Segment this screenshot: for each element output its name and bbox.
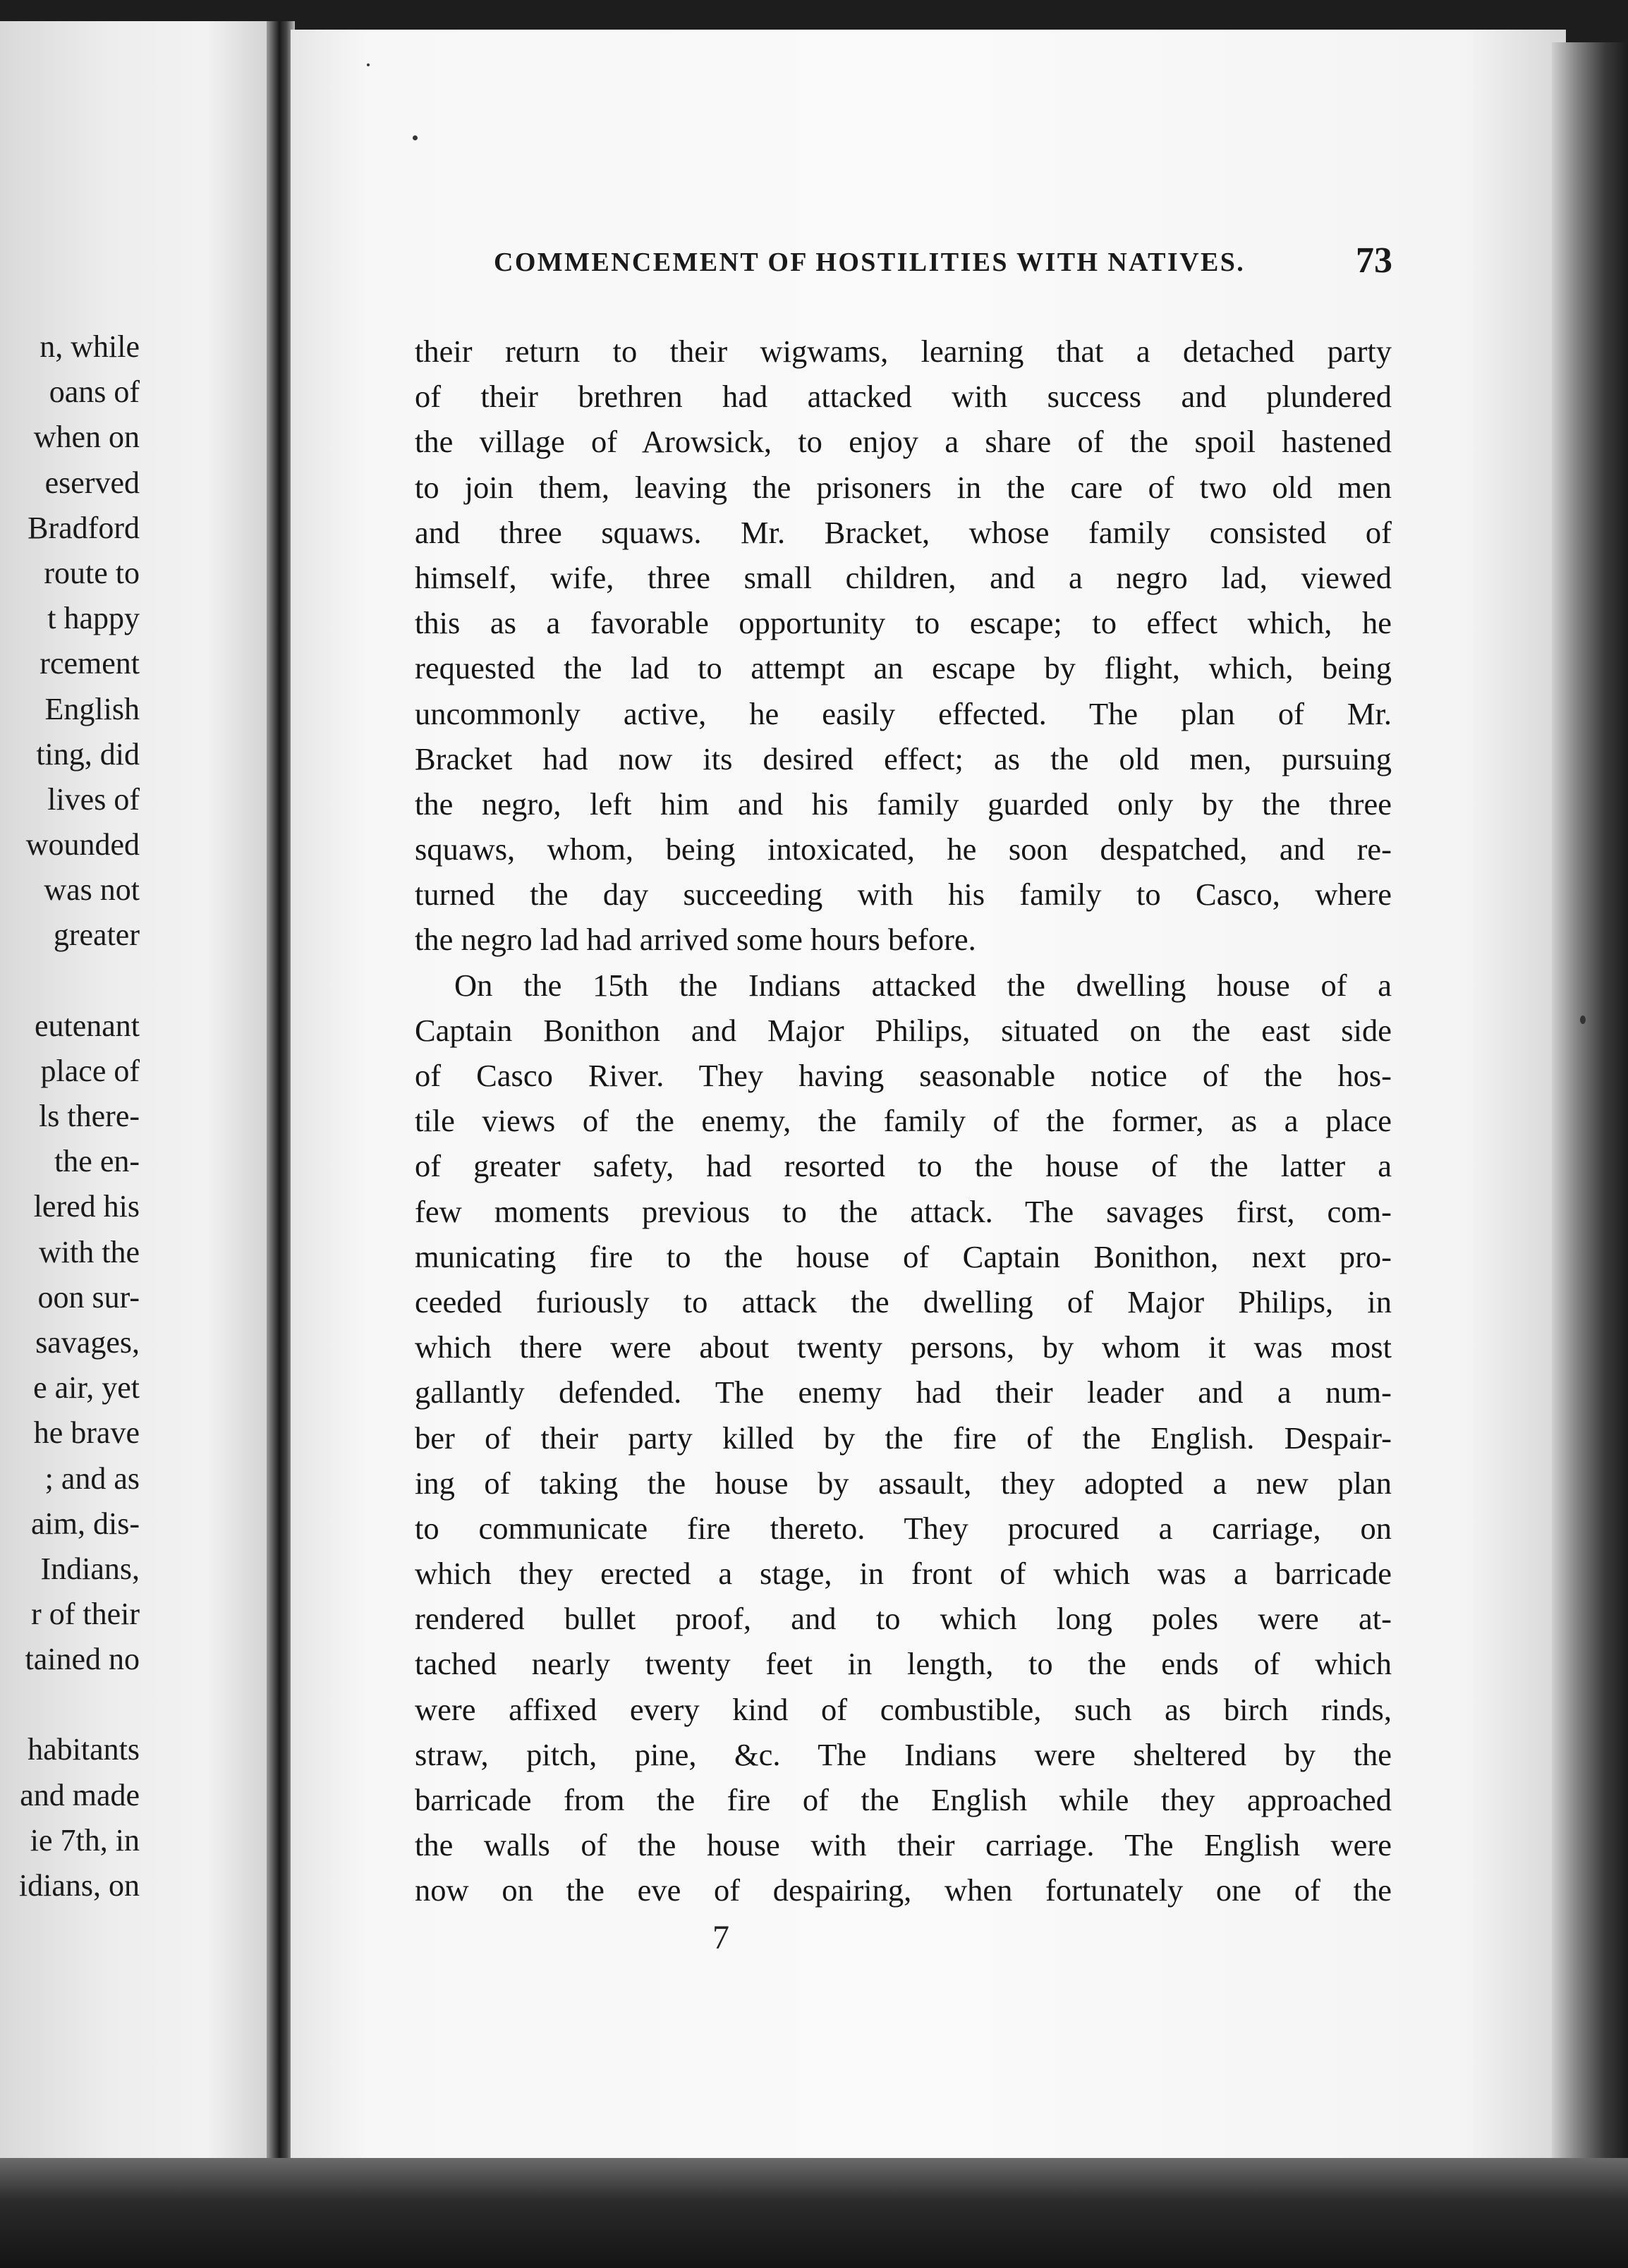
body-line: their return to their wigwams, learning that a detached party [415,334,1392,369]
left-page-line: greater [53,917,140,953]
left-page-line: he brave [33,1415,140,1451]
body-line: barricade from the fire of the English while they approached [415,1782,1392,1817]
left-page-line: eserved [44,465,140,500]
left-page-line [0,1682,274,1727]
body-line: of Casco River. They having seasonable notice of the hos- [415,1058,1392,1093]
body-line: himself, wife, three small children, and a negro lad, viewed [415,559,1392,595]
left-page-line: ting, did [36,736,140,772]
left-page-line: and made [20,1777,140,1812]
left-page-line: with the [39,1234,140,1269]
body-line: uncommonly active, he easily effected. The plan of Mr. [415,695,1392,731]
dust-speck [413,135,418,140]
signature-mark: 7 [712,1919,729,1956]
body-line: to communicate fire thereto. They procured a carriage, on [415,1510,1392,1546]
body-line: which there were about twenty persons, by whom it was most [415,1329,1392,1365]
left-page-line: lives of [47,781,140,817]
body-line: and three squaws. Mr. Bracket, whose family consisted of [415,514,1392,550]
body-line: Captain Bonithon and Major Philips, situated on the east side [415,1012,1392,1048]
body-line: were affixed every kind of combustible, such as birch rinds, [415,1691,1392,1727]
body-line: which they erected a stage, in front of which was a barricade [415,1556,1392,1592]
body-line: the negro, left him and his family guarded only by the three [415,786,1392,822]
left-page-line: rcement [40,646,140,681]
body-line: municating fire to the house of Captain Bonithon, next pro- [415,1238,1392,1274]
left-page-line: oon sur- [37,1279,140,1315]
left-page-line: n, while [40,329,140,364]
left-page-line: savages, [35,1324,140,1360]
left-page-line: Indians, [40,1551,140,1586]
body-line: On the 15th the Indians attacked the dwelling house of a [454,967,1392,1003]
left-page-line: ls there- [39,1099,140,1133]
left-page-line: aim, dis- [31,1506,140,1541]
body-line: rendered bullet proof, and to which long poles were at- [415,1601,1392,1637]
left-page-line: t happy [47,601,140,636]
left-page [0,21,275,2158]
body-line: squaws, whom, being intoxicated, he soon despatched, and re- [415,831,1392,867]
left-page-line: r of their [31,1597,140,1632]
left-page-line: ie 7th, in [30,1822,140,1858]
dust-speck [367,63,370,66]
body-line: the walls of the house with their carriage. The English were [415,1827,1392,1863]
left-page-line: route to [44,555,140,590]
left-page-line: tained no [25,1642,140,1677]
left-page-line: ; and as [44,1461,140,1496]
left-page-line: place of [40,1053,140,1088]
left-page-line: habitants [28,1732,140,1767]
body-line: to join them, leaving the prisoners in the care of two old men [415,469,1392,505]
body-line: requested the lad to attempt an escape by flight, which, being [415,650,1392,686]
left-page-line: when on [33,420,140,455]
page-number: 73 [1356,240,1392,281]
body-line: the negro lad had arrived some hours before. [415,922,976,958]
left-page-line: eutenant [34,1008,140,1043]
bottom-shadow [0,2158,1628,2268]
left-page-line: idians, on [18,1868,140,1903]
left-page-line: e air, yet [33,1370,140,1406]
left-page-line [0,958,274,1004]
left-page-line: lered his [33,1189,140,1224]
left-page-text [0,324,274,1908]
body-line: of their brethren had attacked with success and plundered [415,379,1392,415]
body-line: now on the eve of despairing, when fortunately one of the [415,1872,1392,1908]
body-line: straw, pitch, pine, &c. The Indians were sheltered by the [415,1736,1392,1772]
left-page-line: oans of [49,374,140,410]
page-edge [1552,42,1628,2186]
page-body-text [415,329,1392,1913]
body-line: tached nearly twenty feet in length, to the ends of which [415,1646,1392,1682]
body-line: turned the day succeeding with his family to Casco, where [415,877,1392,913]
left-page-line: was not [44,872,140,908]
body-line: this as a favorable opportunity to escape; to effect which, he [415,605,1392,641]
body-line: the village of Arowsick, to enjoy a share of the spoil hastened [415,424,1392,460]
body-line: tile views of the enemy, the family of the former, as a place [415,1103,1392,1139]
body-line: few moments previous to the attack. The savages first, com- [415,1193,1392,1229]
body-line: Bracket had now its desired effect; as the old men, pursuing [415,740,1392,776]
left-page-line: English [44,691,140,726]
running-head: COMMENCEMENT OF HOSTILITIES WITH NATIVES. [494,248,1246,277]
body-line: ber of their party killed by the fire of the English. Despair- [415,1420,1392,1456]
left-page-line: wounded [25,827,140,862]
body-line: gallantly defended. The enemy had their leader and a num- [415,1374,1392,1410]
dust-speck [1580,1016,1586,1024]
body-line: ing of taking the house by assault, they adopted a new plan [415,1465,1392,1501]
body-line: ceeded furiously to attack the dwelling of Major Philips, in [415,1284,1392,1319]
body-line: of greater safety, had resorted to the house of the latter a [415,1148,1392,1184]
left-page-line: the en- [54,1144,140,1179]
left-page-line: Bradford [28,510,140,545]
